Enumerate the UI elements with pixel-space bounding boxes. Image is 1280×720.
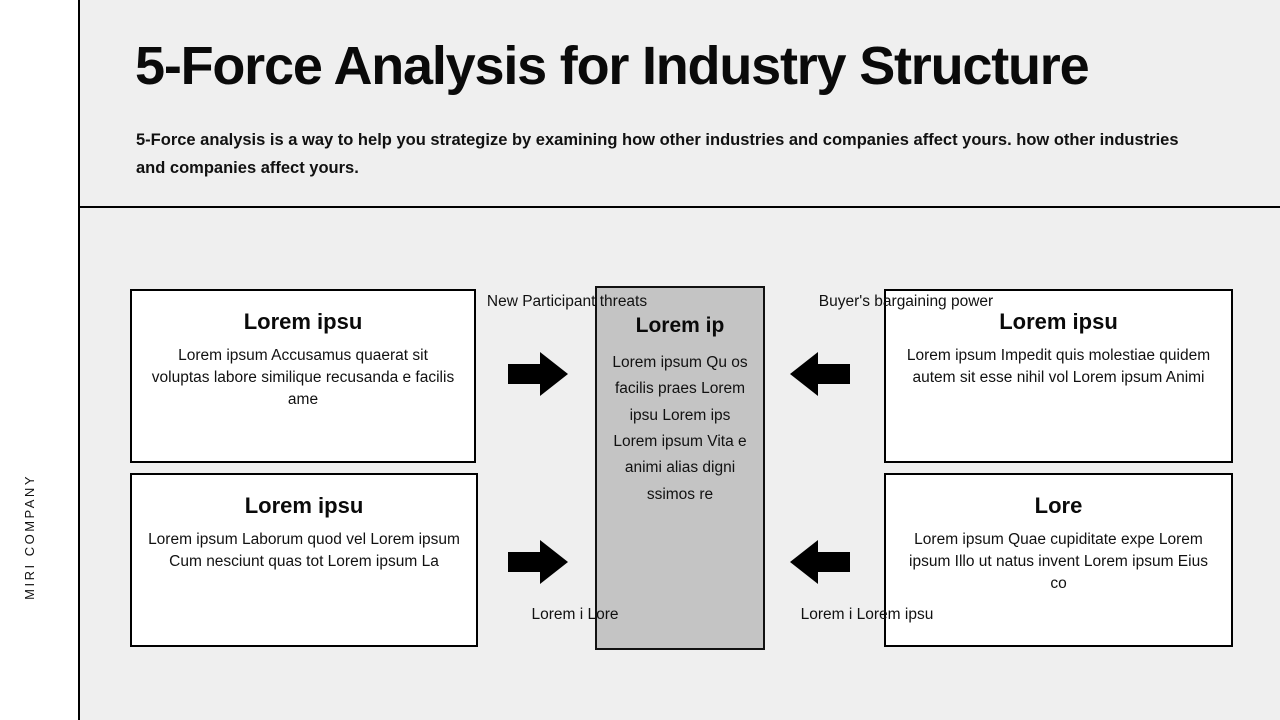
force-box-right-bottom-body: Lorem ipsum Quae cupiditate expe Lorem ipsum Illo ut natus invent Lorem ipsum Eius co (909, 531, 1208, 592)
force-box-left-top-body: Lorem ipsum Accusamus quaerat sit voluptas labore similique recusanda e facilis ame (151, 347, 455, 408)
label-substitute-force: Lorem i Lorem ipsu (800, 606, 934, 623)
arrow-right-icon (508, 538, 570, 586)
page-title: 5-Force Analysis for Industry Structure (135, 36, 1089, 96)
force-box-left-bottom-heading: Lorem ipsu (244, 493, 364, 518)
force-box-left-top[interactable] (130, 289, 476, 463)
arrow-left-icon (788, 350, 850, 398)
page-subtitle: 5-Force analysis is a way to help you strategize by examining how other industries and companies affect yours. how other industries and companies affect yours. (136, 131, 1179, 178)
arrow-left-icon (788, 538, 850, 586)
force-box-center-heading: Lorem ip (635, 314, 725, 337)
force-box-center-body: Lorem ipsum Qu os facilis praes Lorem ipsu Lorem ips Lorem ipsum Vita e animi alias digni ssimos re (612, 354, 748, 503)
force-box-right-top-body: Lorem ipsum Impedit quis molestiae quidem autem sit esse nihil vol Lorem ipsum Animi (906, 347, 1211, 386)
force-box-left-bottom[interactable] (130, 473, 478, 647)
left-rail (0, 0, 80, 720)
label-new-participant-threats: New Participant threats (486, 293, 648, 310)
force-box-right-top[interactable] (884, 289, 1233, 463)
company-brand-label: MIRI COMPANY (22, 474, 37, 600)
label-buyers-bargaining-power: Buyer's bargaining power (818, 293, 994, 310)
five-force-diagram (80, 208, 1280, 720)
force-box-center[interactable] (595, 286, 765, 650)
slide-header (80, 0, 1280, 208)
force-box-left-bottom-body: Lorem ipsum Laborum quod vel Lorem ipsum Cum nesciunt quas tot Lorem ipsum La (148, 531, 460, 570)
arrow-right-icon (508, 350, 570, 398)
force-box-right-top-heading: Lorem ipsu (999, 309, 1118, 334)
force-box-right-bottom-heading: Lore (1034, 493, 1083, 518)
label-supplier-force: Lorem i Lore (531, 606, 619, 623)
force-box-left-top-heading: Lorem ipsu (243, 309, 363, 334)
